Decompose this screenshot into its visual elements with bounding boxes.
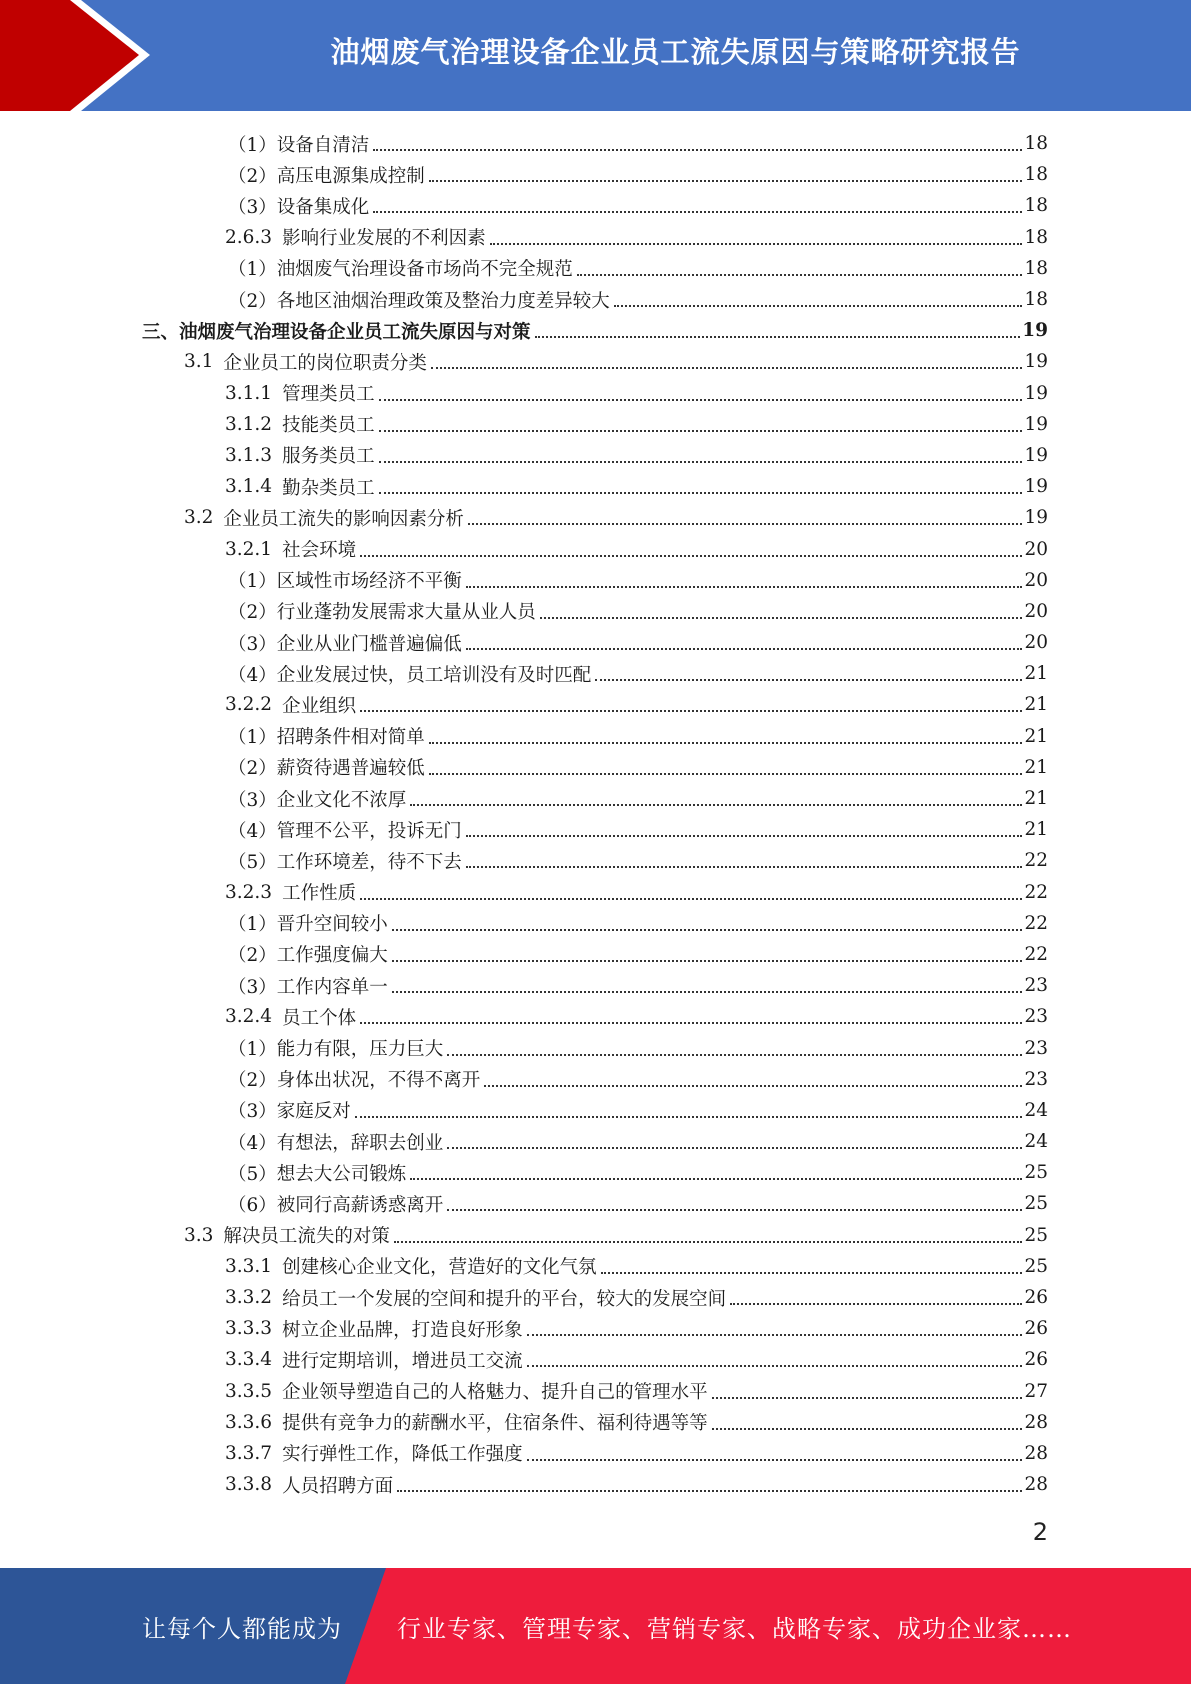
toc-entry-page: 21 [1024, 756, 1048, 778]
toc-entry-title: 树立企业品牌，打造良好形象 [282, 1319, 523, 1341]
toc-entry-title: （1）油烟废气治理设备市场尚不完全规范 [228, 259, 573, 281]
toc-entry[interactable] [0, 939, 1191, 970]
toc-dot-leader [466, 865, 1023, 868]
toc-entry-line [225, 440, 1048, 471]
toc-entry-page: 23 [1024, 1006, 1048, 1028]
toc-entry-line [225, 1251, 1048, 1282]
toc-entry-title: （4）有想法，辞职去创业 [228, 1132, 444, 1154]
toc-entry-page: 22 [1024, 881, 1048, 903]
toc-entry-title: （1）招聘条件相对简单 [228, 727, 425, 749]
toc-entry-page: 21 [1024, 725, 1048, 747]
toc-entry-line [225, 378, 1048, 409]
toc-dot-leader [466, 834, 1023, 837]
toc-entry[interactable] [0, 783, 1191, 814]
toc-entry-title: 技能类员工 [282, 415, 375, 437]
page-footer [0, 1568, 1191, 1684]
toc-entry-page: 19 [1024, 444, 1048, 466]
toc-entry-title: 给员工一个发展的空间和提升的平台，较大的发展空间 [282, 1288, 727, 1310]
toc-entry-number: 3.3.1 [225, 1255, 273, 1277]
toc-entry-title: 管理类员工 [282, 384, 375, 406]
toc-entry-page: 21 [1024, 819, 1048, 841]
toc-entry-page: 20 [1024, 538, 1048, 560]
toc-entry-title: 企业组织 [282, 695, 357, 717]
toc-dot-leader [379, 491, 1023, 494]
toc-entry-page: 23 [1024, 1037, 1048, 1059]
toc-entry-title: 进行定期培训，增进员工交流 [282, 1350, 523, 1372]
toc-entry-page: 23 [1024, 1068, 1048, 1090]
toc-dot-leader [601, 1271, 1023, 1274]
toc-dot-leader [527, 1333, 1023, 1336]
toc-entry-page: 25 [1024, 1224, 1048, 1246]
toc-entry-number: 3.3.2 [225, 1287, 273, 1309]
toc-entry-line [225, 1001, 1048, 1032]
toc-dot-leader [535, 335, 1021, 338]
toc-entry-title: （2）工作强度偏大 [228, 945, 388, 967]
toc-entry-line [228, 190, 1048, 221]
toc-entry-title: （1）晋升空间较小 [228, 914, 388, 936]
toc-dot-leader [468, 522, 1023, 525]
toc-dot-leader [397, 1489, 1022, 1492]
toc-entry[interactable] [0, 502, 1191, 533]
toc-dot-leader [614, 304, 1023, 307]
toc-entry-title: 企业员工流失的影响因素分析 [223, 508, 464, 530]
toc-entry[interactable] [0, 128, 1191, 159]
toc-entry-page: 19 [1024, 507, 1048, 529]
toc-entry-number: 3.2.4 [225, 1006, 273, 1028]
toc-entry[interactable] [0, 1469, 1191, 1500]
toc-entry-line [228, 1032, 1048, 1063]
toc-entry-number: 3.3.7 [225, 1442, 273, 1464]
toc-entry-line [184, 346, 1048, 377]
toc-entry[interactable] [0, 1438, 1191, 1469]
toc-entry-title: 社会环境 [282, 540, 357, 562]
toc-entry[interactable] [0, 845, 1191, 876]
toc-entry[interactable] [0, 190, 1191, 221]
toc-dot-leader [360, 554, 1022, 557]
toc-dot-leader [712, 1427, 1023, 1430]
toc-dot-leader [429, 741, 1023, 744]
toc-entry-line [228, 596, 1048, 627]
page-header [0, 0, 1191, 111]
toc-entry-page: 26 [1024, 1318, 1048, 1340]
toc-entry[interactable] [0, 596, 1191, 627]
toc-entry-title: 勤杂类员工 [282, 477, 375, 499]
toc-entry-title: （3）工作内容单一 [228, 976, 388, 998]
toc-entry-page: 19 [1024, 382, 1048, 404]
toc-entry-page: 18 [1024, 195, 1048, 217]
toc-entry-title: （4）企业发展过快，员工培训没有及时匹配 [228, 664, 592, 686]
toc-entry[interactable] [0, 315, 1191, 346]
toc-dot-leader [447, 1146, 1022, 1149]
toc-entry-title: 企业领导塑造自己的人格魅力、提升自己的管理水平 [282, 1382, 708, 1404]
toc-entry-line [225, 533, 1048, 564]
toc-entry-title: （1）能力有限，压力巨大 [228, 1039, 444, 1061]
toc-entry[interactable] [0, 658, 1191, 689]
toc-entry[interactable] [0, 565, 1191, 596]
toc-entry-line [225, 1313, 1048, 1344]
footer-slogan-left: 让每个人都能成为 [142, 1614, 342, 1643]
toc-dot-leader [392, 990, 1023, 993]
toc-dot-leader [466, 585, 1023, 588]
toc-dot-leader [355, 1115, 1023, 1118]
toc-entry-page: 18 [1024, 257, 1048, 279]
toc-entry[interactable] [0, 1032, 1191, 1063]
toc-dot-leader [394, 1240, 1023, 1243]
toc-entry-page: 25 [1024, 1255, 1048, 1277]
toc-entry-line [225, 1376, 1048, 1407]
toc-entry[interactable] [0, 1220, 1191, 1251]
toc-entry[interactable] [0, 1188, 1191, 1219]
toc-entry-title: 企业员工的岗位职责分类 [223, 352, 427, 374]
toc-entry-line [184, 1220, 1048, 1251]
toc-dot-leader [540, 616, 1023, 619]
toc-dot-leader [490, 242, 1023, 245]
toc-dot-leader [431, 366, 1023, 369]
toc-entry-line [225, 1407, 1048, 1438]
toc-entry[interactable] [0, 159, 1191, 190]
toc-entry-line [228, 159, 1048, 190]
toc-entry[interactable] [0, 378, 1191, 409]
toc-entry-title: （1）设备自清洁 [228, 134, 370, 156]
toc-entry-title: 影响行业发展的不利因素 [282, 228, 486, 250]
toc-entry-line [228, 1126, 1048, 1157]
toc-entry-title: （3）企业文化不浓厚 [228, 789, 407, 811]
toc-dot-leader [379, 429, 1023, 432]
toc-entry-title: （3）家庭反对 [228, 1101, 351, 1123]
toc-entry-page: 28 [1024, 1442, 1048, 1464]
toc-dot-leader [466, 647, 1023, 650]
toc-entry-line [228, 565, 1048, 596]
toc-entry-page: 20 [1024, 569, 1048, 591]
toc-dot-leader [447, 1053, 1022, 1056]
toc-dot-leader [429, 772, 1023, 775]
toc-entry-page: 22 [1024, 850, 1048, 872]
toc-entry-number: 3.2.1 [225, 538, 273, 560]
toc-entry-line [228, 970, 1048, 1001]
toc-entry-title: （2）行业蓬勃发展需求大量从业人员 [228, 602, 536, 624]
toc-entry-title: 实行弹性工作，降低工作强度 [282, 1444, 523, 1466]
toc-entry-page: 22 [1024, 912, 1048, 934]
header-arrow-icon [0, 0, 140, 111]
toc-entry-title: 员工个体 [282, 1007, 357, 1029]
toc-entry-title: （3）设备集成化 [228, 196, 370, 218]
toc-entry-line [228, 1064, 1048, 1095]
toc-entry-line [225, 471, 1048, 502]
toc-dot-leader [484, 1084, 1022, 1087]
toc-entry-page: 23 [1024, 975, 1048, 997]
footer-slogan-right: 行业专家、管理专家、营销专家、战略专家、成功企业家…… [397, 1614, 1072, 1643]
toc-entry-line [228, 814, 1048, 845]
toc-entry[interactable] [0, 346, 1191, 377]
toc-dot-leader [379, 398, 1023, 401]
toc-entry-number: 3.3.3 [225, 1318, 273, 1340]
toc-entry-page: 21 [1024, 694, 1048, 716]
toc-entry-line [228, 752, 1048, 783]
toc-entry-title: （1）区域性市场经济不平衡 [228, 571, 462, 593]
toc-entry-line [142, 315, 1048, 346]
toc-entry-line [228, 721, 1048, 752]
toc-entry-line [225, 877, 1048, 908]
toc-entry[interactable] [0, 814, 1191, 845]
report-title: 油烟废气治理设备企业员工流失原因与策略研究报告 [330, 34, 1021, 69]
toc-dot-leader [447, 1208, 1022, 1211]
toc-entry[interactable] [0, 1251, 1191, 1282]
toc-entry[interactable] [0, 752, 1191, 783]
toc-entry-page: 18 [1024, 164, 1048, 186]
toc-entry-number: 3.2.3 [225, 881, 273, 903]
toc-entry-number: 3.1.4 [225, 476, 273, 498]
toc-entry-page: 25 [1024, 1162, 1048, 1184]
toc-entry-line [228, 1188, 1048, 1219]
toc-dot-leader [373, 148, 1022, 151]
toc-entry-line [225, 1282, 1048, 1313]
toc-entry[interactable] [0, 409, 1191, 440]
toc-entry-line [225, 1469, 1048, 1500]
toc-entry-number: 3.3.4 [225, 1349, 273, 1371]
toc-entry[interactable] [0, 1313, 1191, 1344]
toc-entry-title: （2）薪资待遇普遍较低 [228, 758, 425, 780]
toc-entry-page: 28 [1024, 1474, 1048, 1496]
toc-dot-leader [373, 210, 1022, 213]
toc-entry-page: 24 [1024, 1131, 1048, 1153]
toc-entry-page: 19 [1024, 413, 1048, 435]
toc-entry-line [228, 1157, 1048, 1188]
toc-entry-line [228, 783, 1048, 814]
toc-entry[interactable] [0, 1344, 1191, 1375]
toc-entry-page: 21 [1024, 663, 1048, 685]
toc-dot-leader [712, 1396, 1023, 1399]
toc-dot-leader [360, 1021, 1022, 1024]
toc-entry-title: （6）被同行高薪诱惑离开 [228, 1194, 444, 1216]
toc-dot-leader [410, 803, 1022, 806]
toc-entry[interactable] [0, 253, 1191, 284]
toc-entry-line [228, 908, 1048, 939]
toc-entry-number: 3.1.1 [225, 382, 273, 404]
toc-entry-line [228, 939, 1048, 970]
toc-entry-line [228, 128, 1048, 159]
toc-entry[interactable] [0, 440, 1191, 471]
toc-dot-leader [379, 460, 1023, 463]
toc-entry-page: 20 [1024, 600, 1048, 622]
toc-entry-page: 21 [1024, 788, 1048, 810]
toc-dot-leader [410, 1177, 1022, 1180]
toc-entry[interactable] [0, 1095, 1191, 1126]
toc-entry-title: （2）高压电源集成控制 [228, 165, 425, 187]
toc-dot-leader [527, 1364, 1023, 1367]
toc-entry[interactable] [0, 1157, 1191, 1188]
toc-entry-line [228, 627, 1048, 658]
toc-dot-leader [392, 928, 1023, 931]
toc-entry[interactable] [0, 1001, 1191, 1032]
toc-entry-title: （5）想去大公司锻炼 [228, 1163, 407, 1185]
toc-entry-number: 2.6.3 [225, 226, 273, 248]
toc-entry[interactable] [0, 284, 1191, 315]
toc-entry-title: （3）企业从业门槛普遍偏低 [228, 633, 462, 655]
toc-entry[interactable] [0, 1064, 1191, 1095]
toc-entry-line [184, 502, 1048, 533]
toc-entry[interactable] [0, 908, 1191, 939]
toc-entry[interactable] [0, 721, 1191, 752]
toc-entry[interactable] [0, 533, 1191, 564]
toc-entry-page: 26 [1024, 1287, 1048, 1309]
toc-entry-title: 人员招聘方面 [282, 1475, 394, 1497]
toc-entry-title: 工作性质 [282, 883, 357, 905]
toc-entry[interactable] [0, 689, 1191, 720]
page-number: 2 [1032, 1518, 1048, 1546]
toc-entry-line [225, 1344, 1048, 1375]
toc-entry-number: 3.2.2 [225, 694, 273, 716]
toc-entry[interactable] [0, 1282, 1191, 1313]
toc-entry-page: 28 [1024, 1411, 1048, 1433]
toc-entry-page: 18 [1024, 289, 1048, 311]
toc-entry-page: 19 [1024, 476, 1048, 498]
table-of-contents [0, 128, 1191, 1500]
toc-entry-title: 创建核心企业文化，营造好的文化气氛 [282, 1257, 597, 1279]
toc-entry[interactable] [0, 222, 1191, 253]
toc-entry-line [228, 845, 1048, 876]
toc-entry-title: （4）管理不公平，投诉无门 [228, 820, 462, 842]
toc-entry-title: （2）各地区油烟治理政策及整治力度差异较大 [228, 290, 610, 312]
toc-entry-line [228, 658, 1048, 689]
toc-entry-number: 3.1 [184, 351, 214, 373]
toc-entry-line [225, 409, 1048, 440]
toc-entry-number: 3.3 [184, 1224, 214, 1246]
toc-entry-page: 27 [1024, 1380, 1048, 1402]
toc-entry-line [225, 689, 1048, 720]
toc-entry-line [228, 284, 1048, 315]
toc-entry[interactable] [0, 627, 1191, 658]
toc-entry-line [228, 1095, 1048, 1126]
toc-entry-number: 3.1.3 [225, 444, 273, 466]
toc-dot-leader [360, 897, 1022, 900]
toc-entry[interactable] [0, 1407, 1191, 1438]
toc-dot-leader [595, 678, 1022, 681]
toc-entry-number: 3.3.8 [225, 1474, 273, 1496]
toc-entry-page: 26 [1024, 1349, 1048, 1371]
toc-entry-title: 提供有竞争力的薪酬水平，住宿条件、福利待遇等等 [282, 1413, 708, 1435]
toc-entry-number: 3.2 [184, 507, 214, 529]
toc-entry-line [225, 1438, 1048, 1469]
toc-entry-page: 25 [1024, 1193, 1048, 1215]
toc-entry-title: 解决员工流失的对策 [223, 1226, 390, 1248]
toc-dot-leader [360, 709, 1022, 712]
toc-entry[interactable] [0, 1376, 1191, 1407]
toc-entry-page: 18 [1024, 226, 1048, 248]
toc-entry-line [228, 253, 1048, 284]
toc-entry[interactable] [0, 877, 1191, 908]
toc-dot-leader [527, 1458, 1023, 1461]
toc-entry-page: 20 [1024, 632, 1048, 654]
toc-entry-page: 19 [1022, 320, 1048, 342]
toc-dot-leader [392, 959, 1023, 962]
toc-entry[interactable] [0, 970, 1191, 1001]
toc-entry-title: （5）工作环境差，待不下去 [228, 851, 462, 873]
toc-entry[interactable] [0, 471, 1191, 502]
toc-entry-title: 三、油烟废气治理设备企业员工流失原因与对策 [142, 321, 531, 343]
toc-entry[interactable] [0, 1126, 1191, 1157]
toc-entry-number: 3.3.5 [225, 1380, 273, 1402]
toc-dot-leader [730, 1302, 1022, 1305]
toc-entry-number: 3.3.6 [225, 1411, 273, 1433]
toc-dot-leader [577, 273, 1023, 276]
toc-entry-page: 18 [1024, 133, 1048, 155]
toc-entry-page: 22 [1024, 943, 1048, 965]
toc-dot-leader [429, 179, 1023, 182]
toc-entry-title: 服务类员工 [282, 446, 375, 468]
toc-entry-number: 3.1.2 [225, 413, 273, 435]
toc-entry-line [225, 222, 1048, 253]
toc-entry-page: 19 [1024, 351, 1048, 373]
toc-entry-title: （2）身体出状况，不得不离开 [228, 1070, 481, 1092]
toc-entry-page: 24 [1024, 1099, 1048, 1121]
